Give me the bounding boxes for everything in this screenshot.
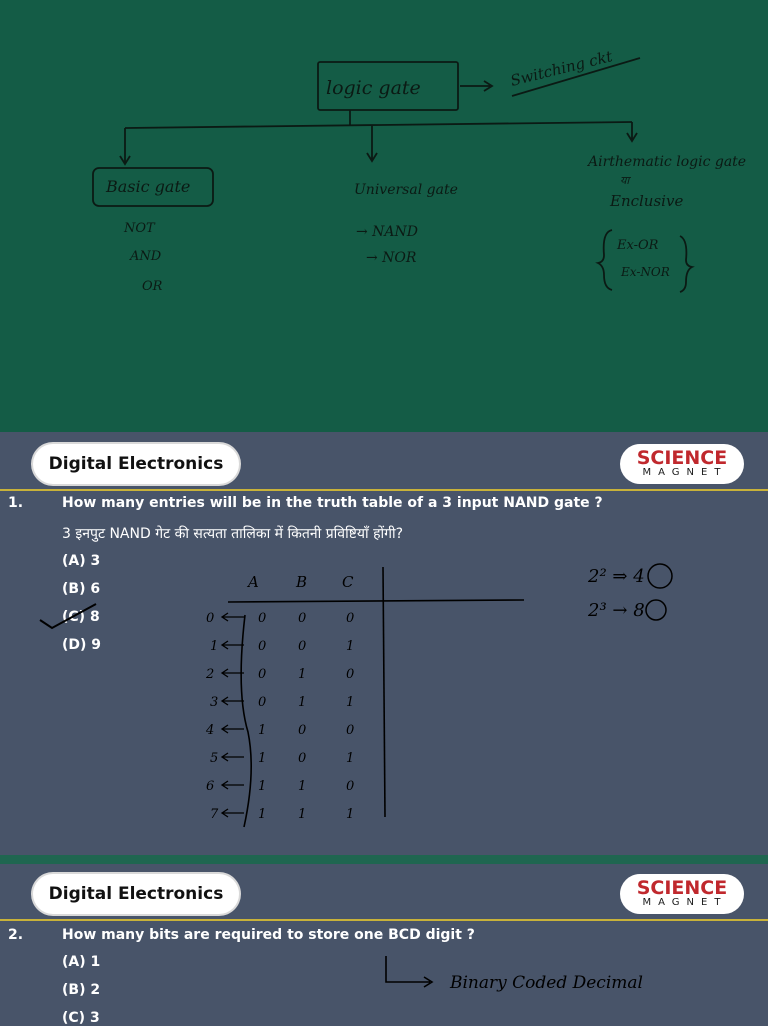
universal-item-nand: → NAND: [356, 224, 419, 240]
universal-gate-label: Universal gate: [354, 182, 458, 198]
subject-pill: Digital Electronics: [33, 444, 239, 484]
tt-cell: 1: [346, 751, 355, 766]
logic-gate-label: logic gate: [326, 77, 421, 99]
equation-2-squared: 2² ⇒ 4: [588, 566, 645, 587]
tt-cell: 0: [258, 639, 267, 654]
tt-header-a: A: [248, 573, 259, 591]
truth-table-annotation: [0, 432, 768, 855]
tt-cell: 0: [258, 611, 267, 626]
switching-label: Switching ckt: [508, 47, 615, 90]
tt-cell: 1: [298, 807, 307, 822]
tt-cell: 1: [258, 723, 267, 738]
tt-cell: 0: [298, 723, 307, 738]
tt-cell: 1: [346, 807, 355, 822]
tt-row-arrow: [222, 641, 244, 649]
option-b[interactable]: (B) 6: [62, 581, 101, 597]
tt-cell: 0: [298, 751, 307, 766]
tt-row-arrow: [222, 809, 244, 817]
question-text-en: How many bits are required to store one BCD digit ?: [62, 927, 475, 943]
tt-cell: 0: [346, 779, 355, 794]
option-a[interactable]: (A) 1: [62, 954, 101, 970]
tt-row-index: 7: [210, 807, 219, 822]
option-d[interactable]: (D) 9: [62, 637, 102, 653]
basic-gate-label: Basic gate: [106, 177, 191, 196]
question-text-hi: 3 इनपुट NAND गेट की सत्यता तालिका में कितनी प्रविष्टियाँ होंगी?: [62, 526, 404, 542]
question-slide-2: [0, 864, 768, 1024]
tt-cell: 1: [298, 695, 307, 710]
tt-row-arrow: [222, 753, 244, 761]
tt-cell: 0: [258, 695, 267, 710]
tt-cell: 0: [258, 667, 267, 682]
tt-cell: 0: [298, 611, 307, 626]
logo-top-text: SCIENCE: [636, 877, 728, 899]
question-slide-1: [0, 432, 768, 855]
question-text-en: How many entries will be in the truth table of a 3 input NAND gate ?: [62, 495, 603, 511]
tt-cell: 1: [258, 779, 267, 794]
tt-row-index: 0: [206, 611, 215, 626]
tt-cell: 1: [298, 779, 307, 794]
logo-top-text: SCIENCE: [636, 447, 728, 469]
basic-item-not: NOT: [124, 221, 155, 236]
handwritten-diagram: [0, 0, 768, 432]
option-a[interactable]: (A) 3: [62, 553, 101, 569]
question-number: 1.: [8, 495, 24, 511]
tt-header-c: C: [342, 573, 354, 591]
tt-row-index: 4: [206, 723, 215, 738]
tt-cell: 1: [346, 639, 355, 654]
exclusive-label: Enclusive: [610, 192, 684, 210]
tt-row-index: 6: [206, 779, 215, 794]
tt-cell: 0: [346, 723, 355, 738]
arithmetic-label: Airthematic logic gate: [588, 154, 747, 170]
tt-row-arrow: [222, 725, 244, 733]
tt-row-index: 1: [210, 639, 219, 654]
question-number: 2.: [8, 927, 24, 943]
tt-cell: 0: [346, 611, 355, 626]
universal-item-nor: → NOR: [366, 250, 417, 266]
exclusive-item-exor: Ex-OR: [617, 238, 659, 253]
basic-item-or: OR: [142, 279, 163, 294]
equation-2-cubed: 2³ → 8: [588, 600, 645, 621]
slide-divider: [0, 855, 768, 864]
tt-cell: 1: [258, 807, 267, 822]
tt-cell: 0: [298, 639, 307, 654]
logo-bottom-text: MAGNET: [642, 467, 728, 478]
tt-cell: 1: [258, 751, 267, 766]
circle-8: [646, 600, 666, 620]
bcd-annotation: [0, 864, 768, 1024]
exclusive-item-exnor: Ex-NOR: [621, 265, 670, 279]
tt-row-index: 5: [210, 751, 219, 766]
tt-row-index: 2: [206, 667, 215, 682]
tt-cell: 1: [346, 695, 355, 710]
tt-cell: 0: [346, 667, 355, 682]
tt-row-arrow: [222, 613, 244, 621]
logo-bottom-text: MAGNET: [642, 897, 728, 908]
option-c[interactable]: (C) 8: [62, 609, 100, 625]
option-c[interactable]: (C) 3: [62, 1010, 100, 1026]
tt-header-b: B: [296, 573, 308, 591]
tt-row-arrow: [222, 781, 244, 789]
option-b[interactable]: (B) 2: [62, 982, 101, 998]
tick-mark: [40, 604, 96, 628]
tt-cell: 1: [298, 667, 307, 682]
circle-4: [648, 564, 672, 588]
tt-row-index: 3: [210, 695, 219, 710]
subject-pill: Digital Electronics: [33, 874, 239, 914]
tt-row-arrow: [222, 697, 244, 705]
bcd-expansion: Binary Coded Decimal: [450, 973, 643, 993]
basic-item-and: AND: [130, 249, 162, 264]
arithmetic-or-label: या: [620, 174, 630, 187]
whiteboard-area: [0, 0, 768, 432]
arrow-icon: [386, 956, 432, 987]
